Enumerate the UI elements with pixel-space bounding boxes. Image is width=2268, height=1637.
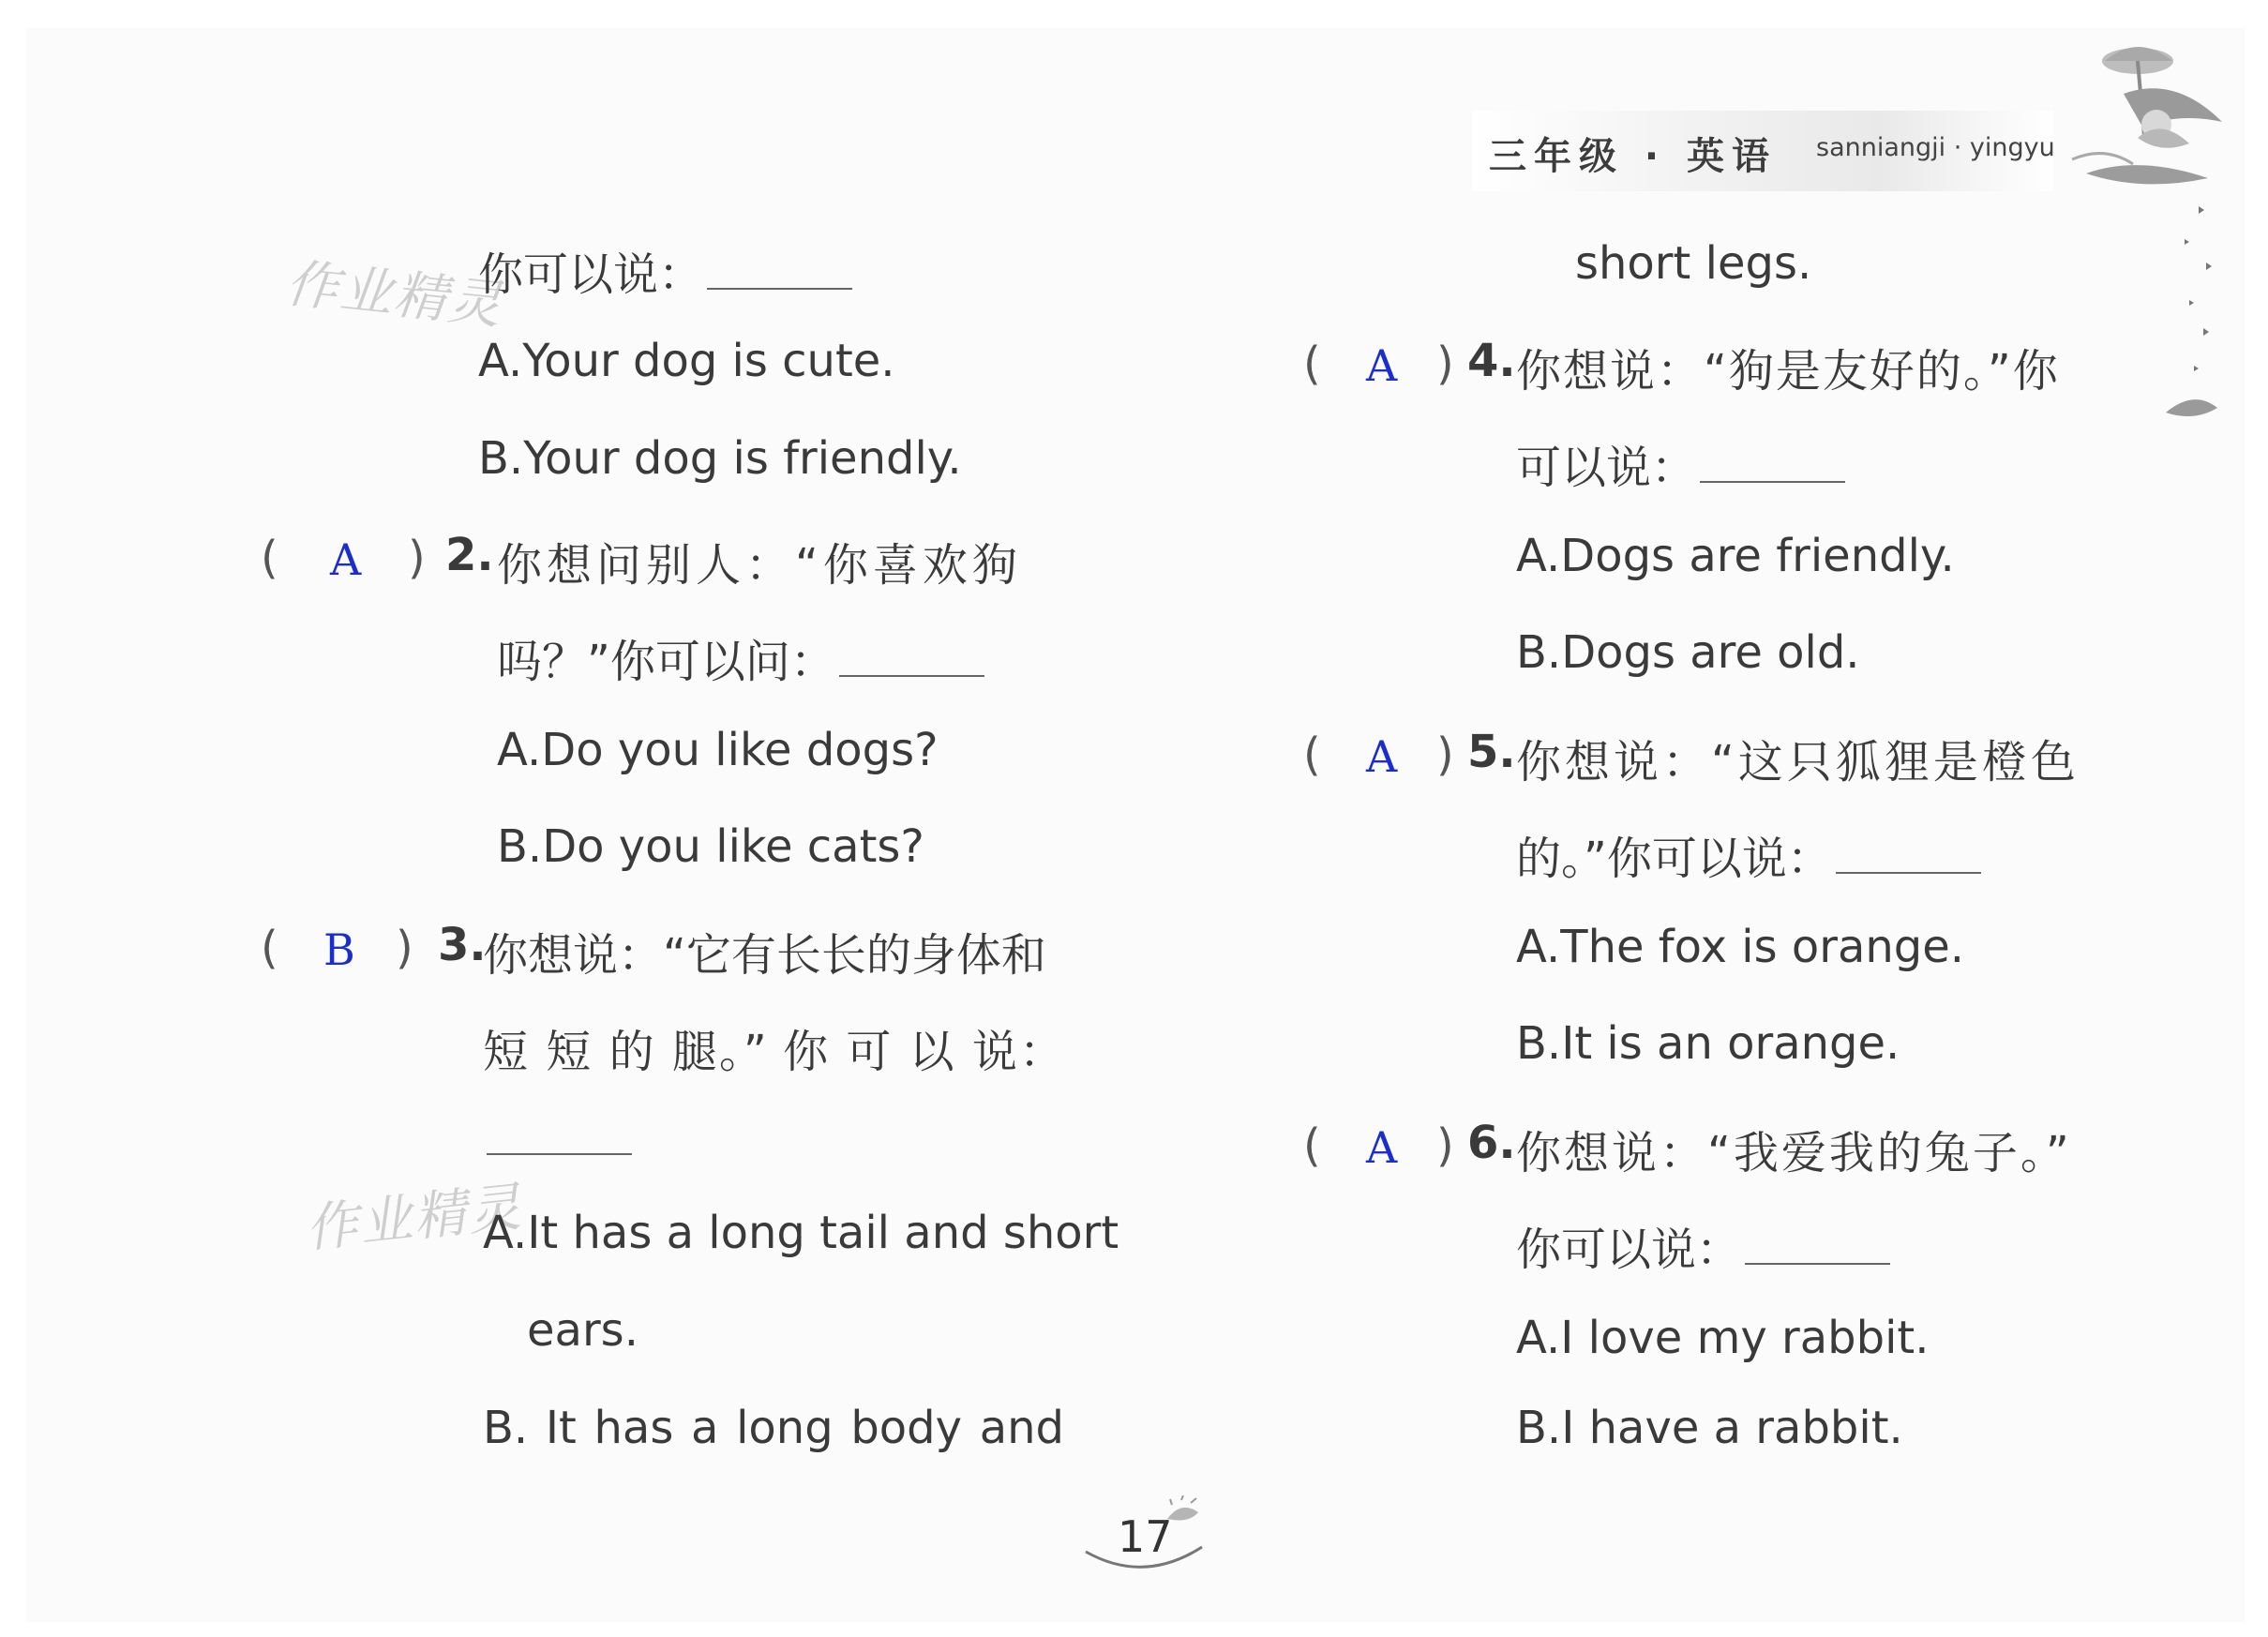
q2-number: 2. xyxy=(445,529,494,581)
watermark: 作业精灵 xyxy=(302,1177,526,1260)
q3-option-a-line2: ears. xyxy=(527,1304,638,1357)
q6-number: 6. xyxy=(1467,1117,1516,1169)
q5-option-b: B.It is an orange. xyxy=(1516,1017,1900,1070)
q6-answer: A xyxy=(1366,1122,1398,1173)
q5-paren-close: ) xyxy=(1436,728,1454,781)
page-number: 17 xyxy=(1118,1511,1173,1562)
header-title: 三年级 · 英语 xyxy=(1489,135,1778,178)
q3-option-b-line2: short legs. xyxy=(1575,237,1812,290)
q2-option-b: B.Do you like cats? xyxy=(497,820,924,873)
q5-stem-line2: 的。”你可以说： xyxy=(1516,822,1981,887)
q3-paren-open: ( xyxy=(261,922,278,974)
answer-blank xyxy=(487,1144,632,1155)
q3-answer: B xyxy=(323,924,355,975)
q5-answer: A xyxy=(1366,731,1398,782)
answer-blank xyxy=(1745,1254,1890,1265)
q5-paren-open: ( xyxy=(1303,728,1321,781)
q3-option-a-line1: A.It has a long tail and short xyxy=(483,1207,1119,1259)
q1-option-b: B.Your dog is friendly. xyxy=(478,432,962,485)
q4-number: 4. xyxy=(1467,335,1516,387)
q6-option-b: B.I have a rabbit. xyxy=(1516,1402,1903,1454)
q6-option-a: A.I love my rabbit. xyxy=(1516,1312,1930,1364)
q4-option-b: B.Dogs are old. xyxy=(1516,626,1860,679)
q2-paren-close: ) xyxy=(408,532,426,584)
q4-paren-close: ) xyxy=(1436,338,1454,390)
q3-stem-line1: 你想说：“它有长长的身体和 xyxy=(483,929,1046,982)
q1-option-a: A.Your dog is cute. xyxy=(478,335,895,387)
q3-paren-close: ) xyxy=(396,922,413,974)
q1-stem-tail: 你可以说： xyxy=(478,238,852,303)
q4-stem-line2: 可以说： xyxy=(1516,431,1845,496)
q4-answer: A xyxy=(1366,340,1398,391)
q5-number: 5. xyxy=(1467,726,1516,778)
lotus-girl-illustration xyxy=(2067,23,2227,202)
q2-paren-open: ( xyxy=(261,532,278,584)
q4-paren-open: ( xyxy=(1303,338,1321,390)
header-pinyin: sanniangji · yingyu xyxy=(1816,133,2055,162)
answer-blank xyxy=(707,278,852,290)
watermark: 作业精灵 xyxy=(282,253,506,337)
q6-paren-close: ) xyxy=(1436,1119,1454,1172)
q2-answer: A xyxy=(330,534,362,585)
q4-option-a: A.Dogs are friendly. xyxy=(1516,530,1955,582)
q3-stem-line2: 短 短 的 腿。” 你 可 以 说： xyxy=(483,1026,1064,1078)
q3-number: 3. xyxy=(438,919,487,971)
q5-stem-line1: 你想说：“这只狐狸是橙色 xyxy=(1516,736,2080,788)
q2-stem-line2: 吗？”你可以问： xyxy=(497,625,984,690)
q5-option-a: A.The fox is orange. xyxy=(1516,921,1965,973)
decorative-dots xyxy=(2161,197,2227,431)
q6-paren-open: ( xyxy=(1303,1119,1321,1172)
q6-stem-line2: 你可以说： xyxy=(1516,1213,1890,1278)
q6-stem-line1: 你想说：“我爱我的兔子。” xyxy=(1516,1127,2072,1179)
answer-blank xyxy=(839,666,984,677)
q4-stem-line1: 你想说：“狗是友好的。”你 xyxy=(1516,345,2060,398)
answer-blank xyxy=(1700,472,1845,483)
q2-stem-line1: 你想问别人：“你喜欢狗 xyxy=(497,539,1022,592)
q2-option-a: A.Do you like dogs? xyxy=(497,724,939,776)
q3-option-b-line1: B. It has a long body and xyxy=(483,1402,1064,1454)
answer-blank xyxy=(1836,863,1981,874)
